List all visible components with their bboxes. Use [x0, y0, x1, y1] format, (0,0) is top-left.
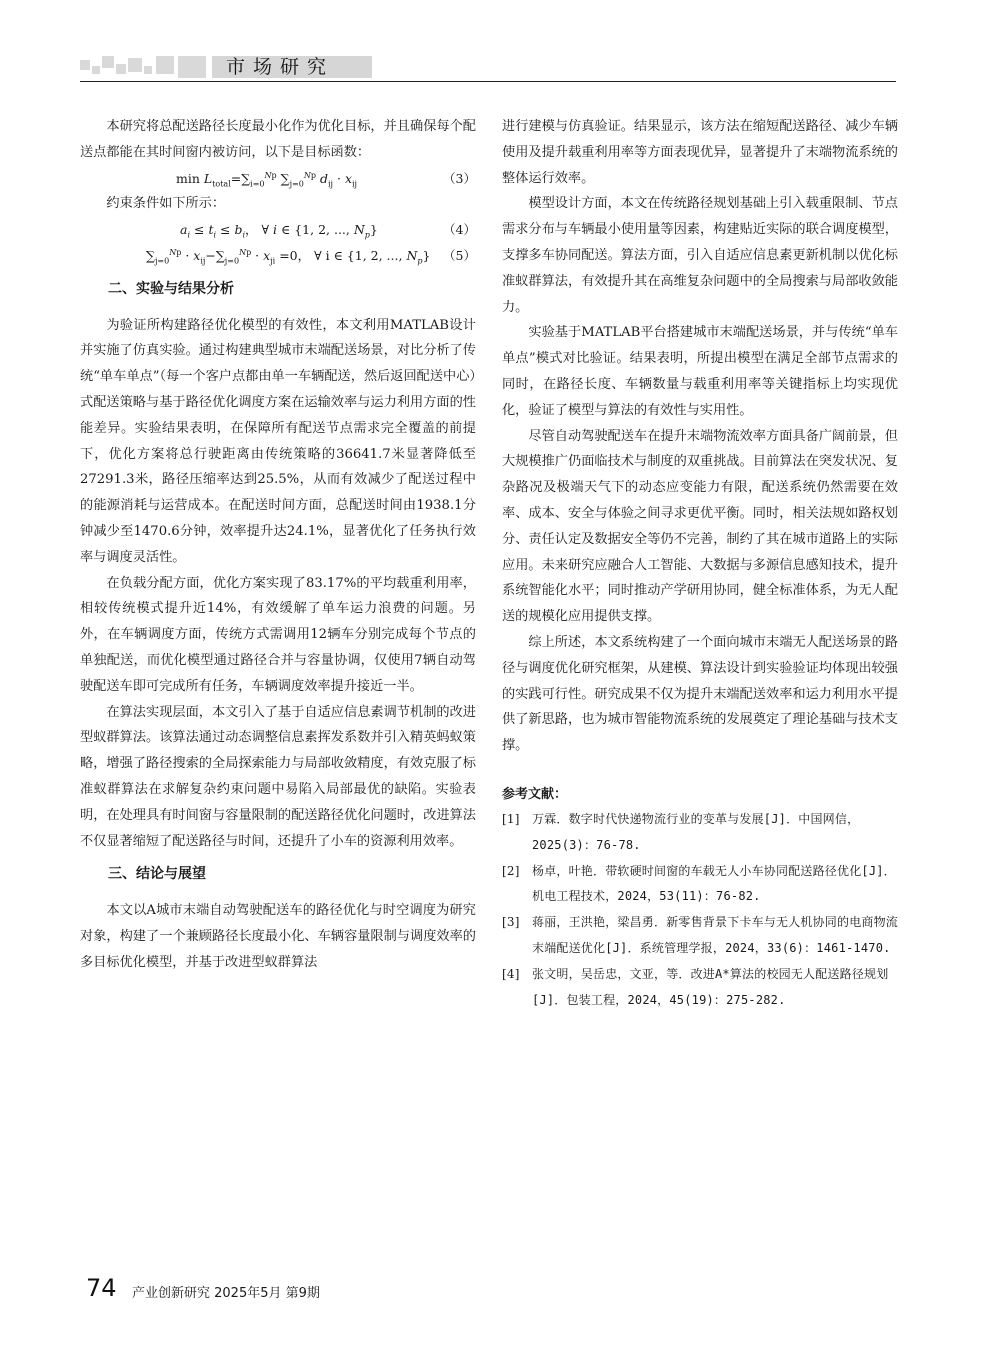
reference-text: 杨卓，叶艳．带软硬时间窗的车载无人小车协同配送路径优化[J]．机电工程技术，2024，53(11)：76-82.: [532, 863, 896, 904]
paragraph: 在算法实现层面，本文引入了基于自适应信息素调节机制的改进型蚁群算法。该算法通过动态调整信息素挥发系数并引入精英蚂蚁策略，增强了路径搜索的全局探索能力与局部收敛精度，有效克服了标准蚁群算法在求解复杂约束问题中易陷入局部最优的缺陷。实验表明，在处理具有时间窗与容量限制的配送路径优化问题时，改进算法不仅显著缩短了配送路径与时间，还提升了小车的资源利用效率。: [80, 704, 476, 849]
references-title: 参考文献：: [502, 786, 568, 802]
header-decor-square: [144, 66, 152, 74]
journal-info: 产业创新研究 2025年5月 第9期: [132, 1286, 320, 1301]
reference-text: 张文明，吴岳忠，文亚，等．改进A*算法的校园无人配送路径规划[J]．包装工程，2024，45(19)：275-282.: [532, 966, 889, 1007]
reference-item: [502, 807, 898, 859]
paragraph: 在负载分配方面，优化方案实现了83.17%的平均载重利用率，相较传统模式提升近14%，有效缓解了单车运力浪费的问题。另外，在车辆调度方面，传统方式需调用12辆车分别完成每个节点的单独配送，而优化模型通过路径合并与容量协调，仅使用7辆自动驾驶配送车即可完成所有任务，车辆调度效率提升接近一半。: [80, 575, 476, 694]
right-column: [502, 114, 898, 1013]
section-title: 市场研究: [226, 56, 335, 78]
equation-3: [80, 166, 476, 192]
reference-number: [3]: [502, 915, 520, 930]
header-decor-square: [156, 56, 174, 74]
paragraph: 约束条件如下所示：: [106, 196, 226, 212]
header-rule: [80, 81, 896, 82]
reference-number: [1]: [502, 811, 520, 826]
page-number: 74: [86, 1274, 117, 1302]
paragraph: 为验证所构建路径优化模型的有效性，本文利用MATLAB设计并实施了仿真实验。通过构建典型城市末端配送场景，对比分析了传统“单车单点”（每一个客户点都由单一车辆配送，然后返回配送中心）式配送策略与基于路径优化调度方案在运输效率与运力利用方面的性能差异。实验结果表明，在保障所有配送节点需求完全覆盖的前提下，优化方案将总行驶距离由传统策略的36641.7米显著降低至27291.3米，路径压缩率达到25.5%，从而有效减少了配送过程中的能源消耗与运营成本。在配送时间方面，总配送时间由1938.1分钟减少至1470.6分钟，效率提升达24.1%，显著优化了任务执行效率与调度灵活性。: [80, 317, 476, 565]
equation-body: $\sum_{j=0}^{Np} \cdot x_{ij}-\sum_{j=0}^{Np} \cdot x_{ji} =0$， ∀ i ∈ {1, 2, ..., $N_p$}: [146, 247, 431, 266]
header-decor-square: [102, 56, 114, 68]
header-decor-square: [92, 66, 100, 74]
header-decor-square: [128, 58, 142, 72]
reference-item: [502, 962, 898, 1014]
paragraph: 本文以A城市末端自动驾驶配送车的路径优化与时空调度为研究对象，构建了一个兼顾路径长度最小化、车辆容量限制与调度效率的多目标优化模型，并基于改进型蚁群算法: [80, 903, 476, 970]
paragraph: 进行建模与仿真验证。结果显示，该方法在缩短配送路径、减少车辆使用及提升载重利用率等方面表现优异，显著提升了末端物流系统的整体运行效率。: [502, 119, 898, 186]
header-decor-square: [178, 56, 206, 78]
reference-text: 蒋丽，王洪艳，梁昌勇．新零售背景下卡车与无人机协同的电商物流末端配送优化[J]．系统管理学报，2024，33(6)：1461-1470.: [532, 915, 899, 955]
reference-number: [2]: [502, 863, 520, 878]
header-decor-square: [80, 60, 90, 70]
equation-body: $a_i \le t_i \le b_i$， ∀ i ∈ {1, 2, ..., $N_p$}: [180, 222, 378, 240]
paragraph: 尽管自动驾驶配送车在提升末端物流效率方面具备广阔前景，但大规模推广仍面临技术与制度的双重挑战。目前算法在突发状况、复杂路况及极端天气下的动态应变能力有限，配送系统仍然需要在效率、成本、安全与体验之间寻求更优平衡。同时，相关法规如路权划分、责任认定及数据安全等仍不完善，制约了其在城市道路上的实际应用。未来研究应融合人工智能、大数据与多源信息感知技术，提升系统智能化水平；同时推动产学研用协同，健全标准体系，为无人配送的规模化应用提供支撑。: [502, 428, 898, 625]
paragraph: 本研究将总配送路径长度最小化作为优化目标，并且确保每个配送点都能在其时间窗内被访问，以下是目标函数：: [80, 119, 476, 160]
section-heading: 二、实验与结果分析: [108, 280, 234, 297]
reference-number: [4]: [502, 966, 520, 981]
paragraph: 实验基于MATLAB平台搭建城市末端配送场景，并与传统“单车单点”模式对比验证。结果表明，所提出模型在满足全部节点需求的同时，在路径长度、车辆数量与载重利用率等关键指标上均实现优化，验证了模型与算法的有效性与实用性。: [502, 325, 898, 418]
equation-number: （4）: [443, 222, 476, 238]
paragraph: 模型设计方面，本文在传统路径规划基础上引入载重限制、节点需求分布与车辆最小使用量等因素，构建贴近实际的联合调度模型，支撑多车协同配送。算法方面，引入自适应信息素更新机制以优化标准蚁群算法，有效提升其在高维复杂问题中的全局搜索与局部收敛能力。: [502, 196, 898, 315]
equation-number: （5）: [443, 247, 476, 263]
running-header: [80, 54, 896, 82]
reference-text: 万霖．数字时代快递物流行业的变革与发展[J]．中国网信，2025(3)：76-78.: [532, 811, 860, 852]
section-heading: 三、结论与展望: [108, 866, 206, 883]
equation-body: $\min L_{total}=\sum_{i=0}^{Np}$ $\sum_{j=0}^{Np}$ $d_{ij} \cdot x_{ij}$: [176, 170, 358, 189]
reference-item: [502, 910, 898, 962]
header-decor-square: [116, 64, 126, 74]
equation-4: [80, 217, 476, 243]
equation-5: [80, 243, 476, 269]
paragraph: 综上所述，本文系统构建了一个面向城市末端无人配送场景的路径与调度优化研究框架，从建模、算法设计到实验验证均体现出较强的实践可行性。研究成果不仅为提升末端配送效率和运力利用水平提供了新思路，也为城市智能物流系统的发展奠定了理论基础与技术支撑。: [502, 634, 898, 754]
left-column: [80, 114, 476, 976]
reference-item: [502, 859, 898, 911]
equation-number: （3）: [443, 170, 476, 186]
